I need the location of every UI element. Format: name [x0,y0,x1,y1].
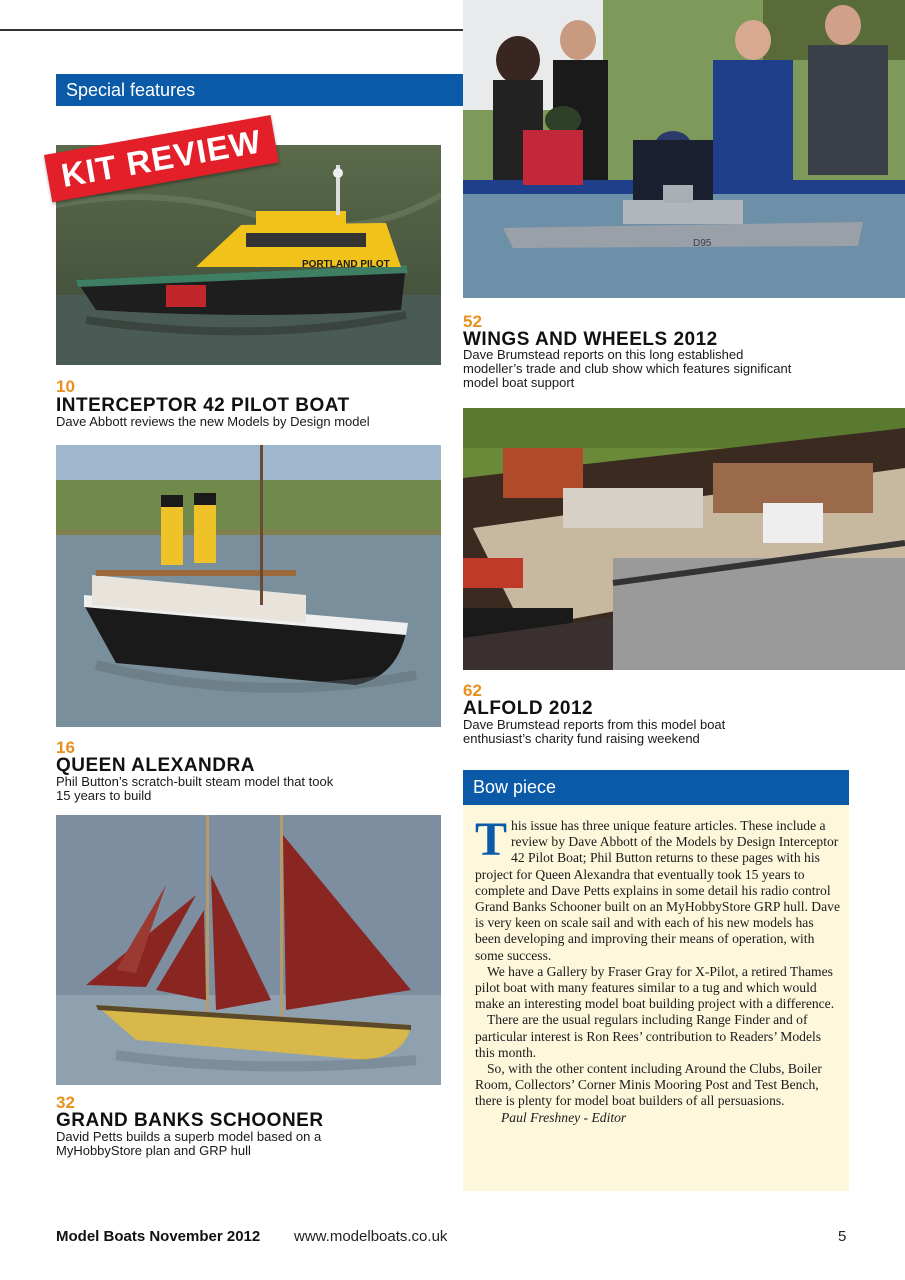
section-header-special-features [56,74,463,106]
kit-review-banner: KIT REVIEW [44,115,279,202]
feature-page-number: 52 [463,312,482,331]
section-header-bow-piece [463,770,849,805]
feature-title: QUEEN ALEXANDRA [56,755,255,776]
editorial-paragraph: So, with the other content including Around the Clubs, Boiler Room, Collectors’ Corner Minis Mooring Post and Test Bench, there is plenty for model boat builders of all persuasions. [475,1061,822,1109]
feature-page-number: 10 [56,377,75,396]
section-title: Special features [66,80,196,100]
feature-description: Dave Brumstead reports from this model boat enthusiast’s charity fund raising weekend [463,717,726,746]
drop-cap: T [475,813,508,866]
feature-title: ALFOLD 2012 [463,698,594,719]
section-title: Bow piece [473,777,557,797]
feature-page-number: 16 [56,738,75,757]
editorial-paragraph: This issue has three unique feature articles. These include a review by Dave Abbott of the Models by Design Interceptor 42 Pilot Boat; Phil Button returns to these pages with his project for Queen Alexandra that eventually took 15 years to complete and Dave Petts explains in some detail his radio control Grand Banks Schooner built on an MyHobbyStore GRP hull. Dave is very keen on scale sail and with each of his new models has been developing and improving their means of operation, with some success. [475,813,840,963]
feature-description: Phil Button’s scratch-built steam model that took 15 years to build [56,774,334,803]
feature-description: Dave Abbott reviews the new Models by Design model [56,414,370,429]
feature-page-number: 62 [463,681,482,700]
alfold-photo [463,408,905,670]
boat-hull-label: PORTLAND PILOT [302,259,390,270]
footer-magazine-title: Model Boats November 2012 [56,1228,261,1245]
top-rule [0,29,463,31]
feature-title: WINGS AND WHEELS 2012 [463,329,718,350]
page-number: 5 [838,1228,847,1245]
feature-description: David Petts builds a superb model based on a MyHobbyStore plan and GRP hull [56,1129,322,1158]
feature-title: GRAND BANKS SCHOONER [56,1110,324,1131]
feature-description: Dave Brumstead reports on this long established modeller’s trade and club show which features significant model boat support [463,347,792,390]
bow-piece-text [475,813,841,1126]
editorial-paragraph: There are the usual regulars including Range Finder and of particular interest is Ron Rees’ contribution to Readers’ Models this month. [475,1012,822,1060]
schooner-photo [56,815,441,1085]
wings-wheels-photo [463,0,905,298]
feature-page-number: 32 [56,1093,75,1112]
footer-url[interactable]: www.modelboats.co.uk [294,1228,448,1245]
queen-alexandra-photo [56,445,441,727]
ship-hull-number: D95 [693,238,712,249]
editorial-paragraph: We have a Gallery by Fraser Gray for X-Pilot, a retired Thames pilot boat with many features similar to a tug and which would make an interesting model boat building project with a difference. [475,963,835,1012]
editor-signature: Paul Freshney - Editor [501,1109,627,1125]
feature-title: INTERCEPTOR 42 PILOT BOAT [56,395,350,416]
